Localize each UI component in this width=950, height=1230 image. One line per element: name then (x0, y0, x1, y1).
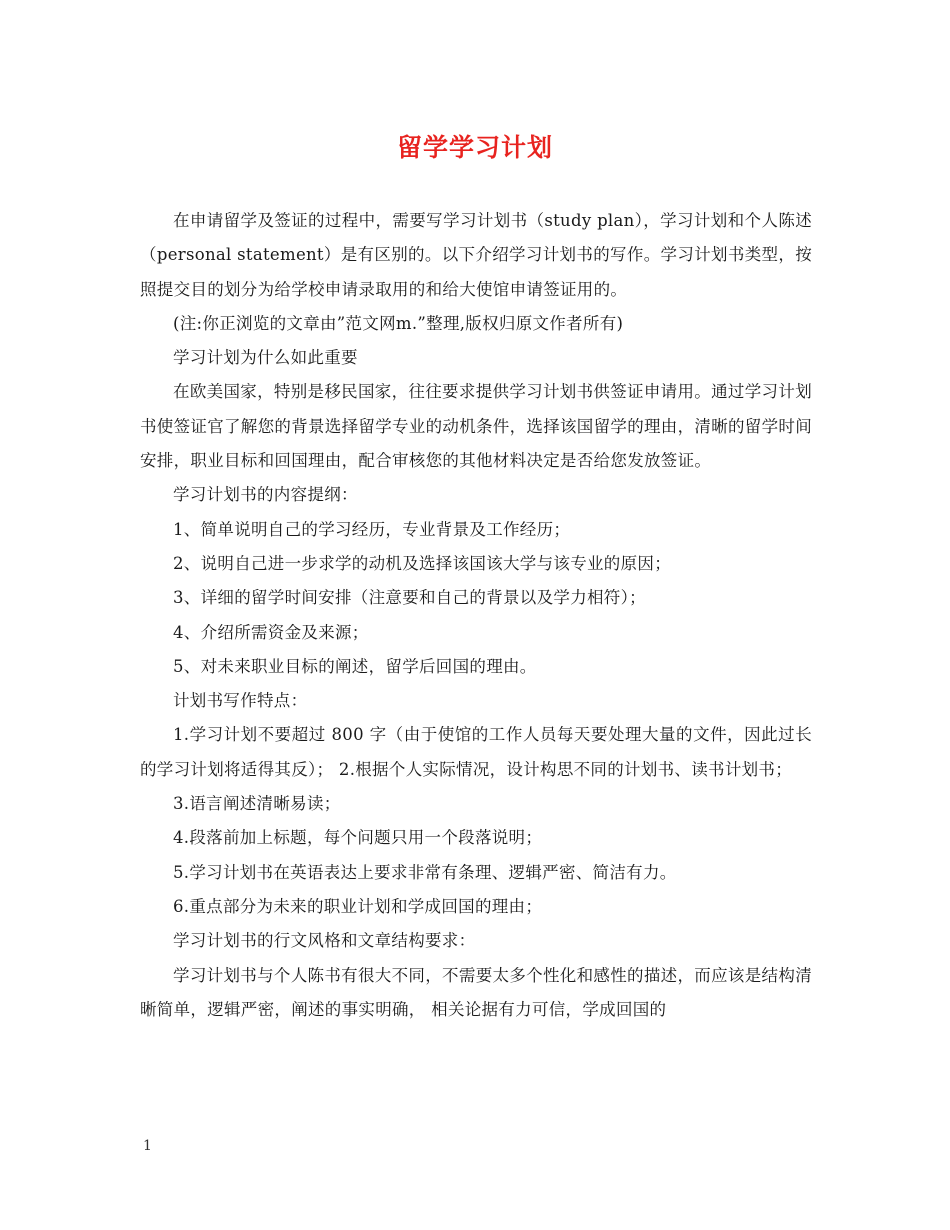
list-item: 5、对未来职业目标的阐述，留学后回国的理由。 (173, 656, 537, 676)
list-item: 3.语言阐述清晰易读； (173, 794, 341, 814)
paragraph: 在申请留学及签证的过程中，需要写学习计划书（study plan），学习计划和个人陈述（personal statement）是有区别的。以下介绍学习计划书的写作。学习计划书类型，按照提交目的划分为给学校申请录取用的和给大使馆申请签证用的。 (140, 211, 812, 299)
list-item: 6.重点部分为未来的职业计划和学成回国的理由； (173, 896, 543, 916)
document-title: 留学学习计划 (396, 133, 553, 162)
paragraph: 在欧美国家，特别是移民国家，往往要求提供学习计划书供签证申请用。通过学习计划书使签证官了解您的背景选择留学专业的动机条件，选择该国留学的理由，清晰的留学时间安排，职业目标和回国理由，配合审核您的其他材料决定是否给您发放签证。 (140, 382, 812, 471)
paragraph: 学习计划书与个人陈书有很大不同，不需要太多个性化和感性的描述，而应该是结构清晰简单，逻辑严密，阐述的事实明确， 相关论据有力可信，学成回国的 (140, 965, 812, 1019)
list-item: 1.学习计划不要超过 800 字（由于使馆的工作人员每天要处理大量的文件，因此过长的学习计划将适得其反）； 2.根据个人实际情况，设计构思不同的计划书、读书计划书； (140, 725, 812, 779)
list-item: 5.学习计划书在英语表达上要求非常有条理、逻辑严密、简洁有力。 (173, 862, 677, 882)
section-heading: 学习计划为什么如此重要 (173, 348, 358, 368)
list-item: 4、介绍所需资金及来源； (173, 622, 369, 642)
list-item: 4.段落前加上标题，每个问题只用一个段落说明； (173, 828, 543, 848)
page-number: 1 (143, 1138, 152, 1154)
section-heading: 计划书写作特点： (173, 691, 308, 711)
paragraph: (注:你正浏览的文章由”范文网m.”整理,版权归原文作者所有) (173, 313, 624, 333)
list-item: 3、详细的留学时间安排（注意要和自己的背景以及学力相符）； (173, 588, 646, 608)
document-body (140, 204, 812, 1027)
section-heading: 学习计划书的内容提纲： (173, 485, 358, 505)
list-item: 1、简单说明自己的学习经历，专业背景及工作经历； (173, 519, 571, 539)
section-heading: 学习计划书的行文风格和文章结构要求： (173, 931, 476, 951)
list-item: 2、说明自己进一步求学的动机及选择该国该大学与该专业的原因； (173, 553, 671, 573)
